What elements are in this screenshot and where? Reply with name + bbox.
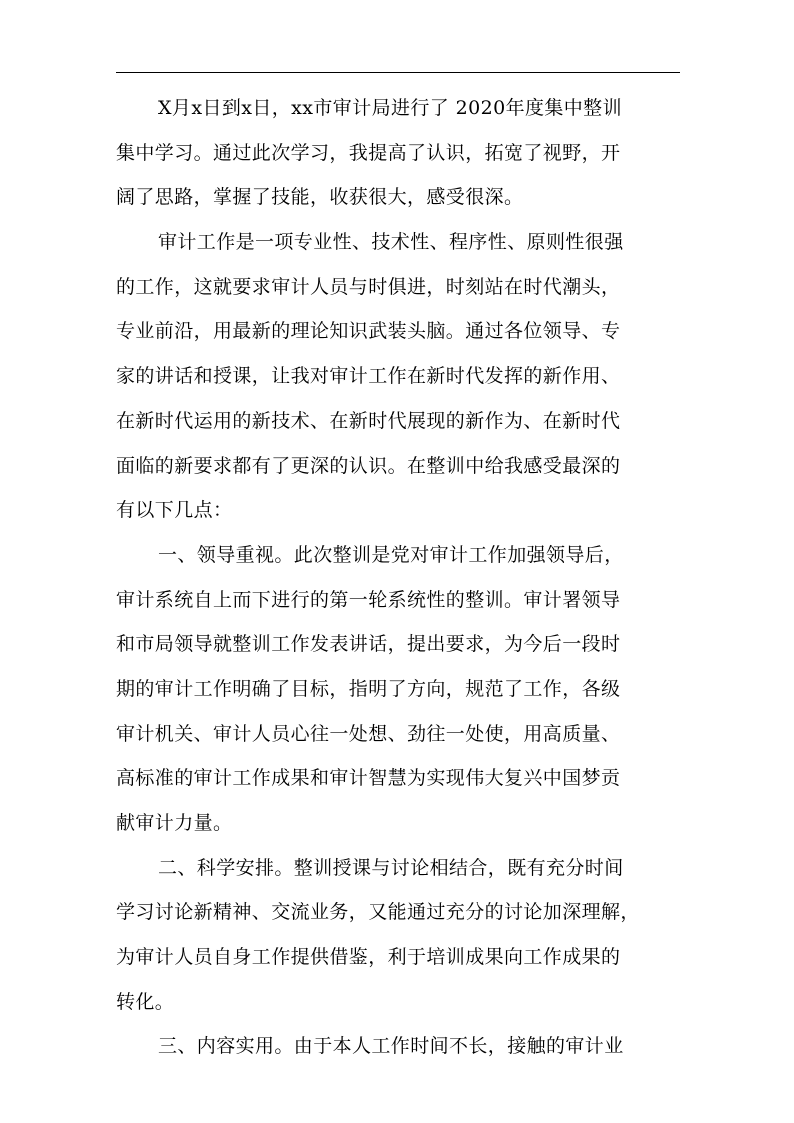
text-line: 的工作，这就要求审计人员与时俱进，时刻站在时代潮头，	[116, 275, 621, 298]
document-body	[116, 86, 676, 1069]
paragraph-first-line: 三、内容实用。由于本人工作时间不长，接触的审计业	[158, 1035, 624, 1058]
text-line: 审计系统自上而下进行的第一轮系统性的整训。审计署领导	[116, 588, 621, 611]
paragraph-first-line: 一、领导重视。此次整训是党对审计工作加强领导后，	[158, 543, 624, 566]
text-line: 专业前沿，用最新的理论知识武装头脑。通过各位领导、专	[116, 320, 621, 343]
paragraph-first-line: 二、科学安排。整训授课与讨论相结合，既有充分时间	[158, 856, 624, 879]
paragraph-first-line: X月x日到x日，xx市审计局进行了 2020年度集中整训	[158, 97, 622, 119]
text-line: 面临的新要求都有了更深的认识。在整训中给我感受最深的	[116, 454, 621, 477]
text-line: 为审计人员自身工作提供借鉴，利于培训成果向工作成果的	[116, 946, 621, 969]
text-line: 有以下几点：	[116, 499, 233, 522]
text-line: 家的讲话和授课，让我对审计工作在新时代发挥的新作用、	[116, 365, 621, 388]
paragraph-first-line: 审计工作是一项专业性、技术性、程序性、原则性很强	[158, 231, 624, 254]
text-line: 审计机关、审计人员心往一处想、劲往一处使，用高质量、	[116, 722, 621, 745]
text-line: 期的审计工作明确了目标，指明了方向，规范了工作，各级	[116, 677, 621, 700]
text-line: 和市局领导就整训工作发表讲话，提出要求，为今后一段时	[116, 633, 621, 656]
text-line: 学习讨论新精神、交流业务，又能通过充分的讨论加深理解，	[116, 901, 640, 924]
text-line: 献审计力量。	[116, 812, 233, 834]
text-line: 阔了思路，掌握了技能，收获很大，感受很深。	[116, 186, 524, 209]
header-rule	[116, 72, 680, 73]
text-line: 在新时代运用的新技术、在新时代展现的新作为、在新时代	[116, 409, 621, 432]
text-line: 高标准的审计工作成果和审计智慧为实现伟大复兴中国梦贡	[116, 767, 621, 790]
text-line: 集中学习。通过此次学习，我提高了认识，拓宽了视野，开	[116, 141, 621, 164]
text-line: 转化。	[116, 990, 175, 1013]
